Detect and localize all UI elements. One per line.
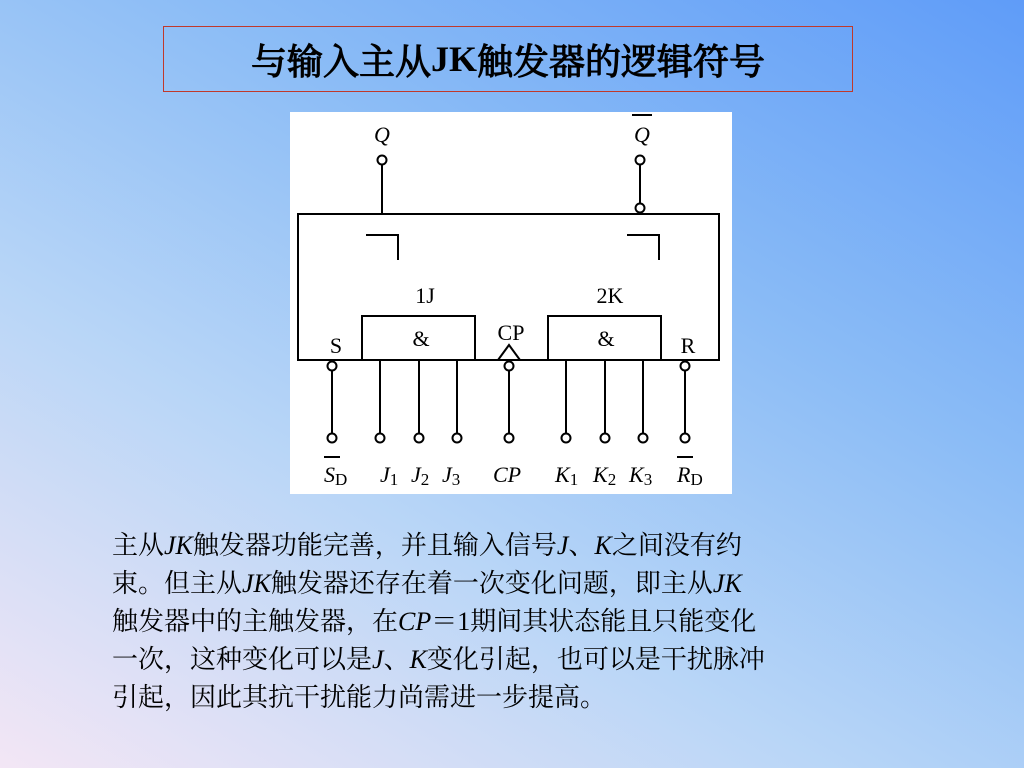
k1-terminal bbox=[562, 434, 571, 443]
q-output-label: Q bbox=[374, 122, 390, 147]
sd-inversion-bubble bbox=[328, 362, 337, 371]
body-text-span: 期间其状态能且只能变化 bbox=[470, 607, 757, 637]
pin-j3-label: J3 bbox=[442, 462, 461, 489]
j2-terminal bbox=[415, 434, 424, 443]
pin-cp-label: CP bbox=[493, 462, 522, 487]
body-line-4 bbox=[112, 641, 972, 679]
postponed-output-mark-left bbox=[366, 235, 398, 260]
body-text-span: 、 bbox=[383, 645, 410, 675]
body-text-span: 主从 bbox=[112, 531, 165, 561]
pin-k2-label: K2 bbox=[593, 462, 617, 489]
body-text-span: 触发器功能完善，并且输入信号 bbox=[192, 531, 557, 561]
body-italic-span: CP bbox=[398, 607, 432, 636]
rd-terminal bbox=[681, 434, 690, 443]
body-text-span: ＝ bbox=[431, 607, 458, 637]
slide-title bbox=[163, 26, 853, 92]
slide-title-latin: JK bbox=[430, 39, 477, 79]
cp-inversion-bubble bbox=[505, 362, 514, 371]
k3-terminal bbox=[639, 434, 648, 443]
pin-j2-label: J2 bbox=[411, 462, 430, 489]
body-paragraph bbox=[112, 527, 972, 717]
label-2k: 2K bbox=[596, 283, 624, 308]
body-text-span: 触发器还存在着一次变化问题，即主从 bbox=[270, 569, 713, 599]
body-italic-span: J bbox=[556, 531, 569, 560]
label-1j: 1J bbox=[415, 283, 435, 308]
j1-terminal bbox=[376, 434, 385, 443]
logic-symbol-svg bbox=[290, 112, 732, 494]
body-text-span: 、 bbox=[568, 531, 595, 561]
j3-terminal bbox=[453, 434, 462, 443]
clock-dynamic-indicator bbox=[498, 345, 520, 360]
rd-inversion-bubble bbox=[681, 362, 690, 371]
qbar-output-terminal bbox=[636, 156, 645, 165]
body-line-2 bbox=[112, 565, 972, 603]
body-text-span: 束。但主从 bbox=[112, 569, 243, 599]
cp-terminal bbox=[505, 434, 514, 443]
pin-k1-label: K1 bbox=[555, 462, 579, 489]
and-right-symbol: & bbox=[597, 326, 615, 351]
body-italic-span: JK bbox=[712, 569, 742, 598]
qbar-inversion-bubble bbox=[636, 204, 645, 213]
postponed-output-mark-right bbox=[627, 235, 659, 260]
body-text-span: 之间没有约 bbox=[611, 531, 742, 561]
body-italic-span: JK bbox=[242, 569, 271, 598]
body-italic-span: K bbox=[409, 645, 427, 674]
body-italic-span: K bbox=[594, 531, 612, 560]
body-text-span: 引起，因此其抗干扰能力尚需进一步提高。 bbox=[112, 683, 607, 713]
sd-terminal bbox=[328, 434, 337, 443]
jk-flipflop-logic-symbol bbox=[290, 112, 732, 494]
q-output-terminal bbox=[378, 156, 387, 165]
body-text-span: 触发器中的主触发器，在 bbox=[112, 607, 399, 637]
qbar-output-label: Q bbox=[634, 122, 650, 147]
k2-terminal bbox=[601, 434, 610, 443]
body-line-5 bbox=[112, 679, 972, 717]
pin-k3-label: K3 bbox=[629, 462, 653, 489]
body-text-span: 一次，这种变化可以是 bbox=[112, 645, 373, 675]
body-line-3 bbox=[112, 603, 972, 641]
slide-title-post: 触发器的逻辑符号 bbox=[477, 41, 766, 83]
r-label: R bbox=[680, 333, 696, 358]
slide-title-pre: 与输入主从 bbox=[250, 41, 431, 83]
pin-sd-label: SD bbox=[324, 462, 348, 489]
body-italic-span: JK bbox=[164, 531, 193, 560]
cp-inner-label: CP bbox=[497, 320, 525, 345]
body-latin-span: 1 bbox=[457, 607, 471, 636]
body-line-1 bbox=[112, 527, 972, 565]
s-label: S bbox=[329, 333, 343, 358]
pin-rd-label: RD bbox=[677, 462, 703, 489]
pin-j1-label: J1 bbox=[380, 462, 399, 489]
body-italic-span: J bbox=[372, 645, 384, 674]
and-left-symbol: & bbox=[412, 326, 430, 351]
body-text-span: 变化引起，也可以是干扰脉冲 bbox=[426, 645, 765, 675]
